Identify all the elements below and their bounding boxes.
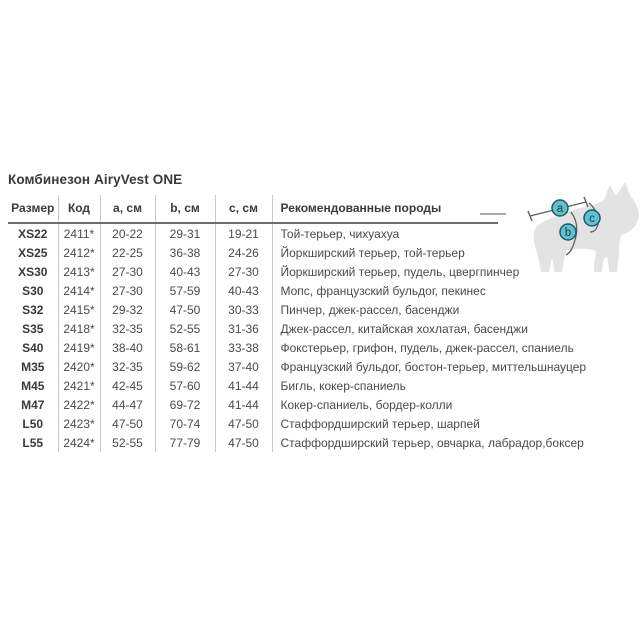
col-header-b: b, см (155, 195, 215, 223)
breeds-cell: Французский бульдог, бостон-терьер, миттельшнауцер (280, 359, 587, 374)
b-cell: 47-50 (155, 300, 215, 319)
table-row (8, 300, 498, 319)
b-cell: 58-61 (155, 338, 215, 357)
code-cell: 2422* (58, 395, 100, 414)
size-cell: XS25 (8, 243, 58, 262)
size-cell: S40 (8, 338, 58, 357)
c-cell: 41-44 (215, 395, 272, 414)
breeds-cell: Мопс, французский бульдог, пекинес (280, 283, 486, 298)
a-cell: 27-30 (100, 281, 155, 300)
col-header-a: a, см (100, 195, 155, 223)
breeds-cell: Пинчер, джек-рассел, басенджи (280, 302, 460, 317)
table-row (8, 414, 498, 433)
table-row (8, 223, 498, 243)
c-cell: 19-21 (215, 223, 272, 243)
breeds-cell: Бигль, кокер-спаниель (280, 378, 406, 393)
size-cell: M47 (8, 395, 58, 414)
c-cell: 47-50 (215, 414, 272, 433)
size-cell: XS30 (8, 262, 58, 281)
b-cell: 70-74 (155, 414, 215, 433)
size-cell: L50 (8, 414, 58, 433)
c-cell: 27-30 (215, 262, 272, 281)
table-row (8, 281, 498, 300)
size-cell: L55 (8, 433, 58, 452)
code-cell: 2412* (58, 243, 100, 262)
table-row (8, 433, 498, 452)
c-cell: 24-26 (215, 243, 272, 262)
c-cell: 30-33 (215, 300, 272, 319)
b-cell: 52-55 (155, 319, 215, 338)
marker-a-label: a (556, 203, 564, 215)
col-header-size: Размер (8, 195, 58, 223)
code-cell: 2421* (58, 376, 100, 395)
col-header-c: c, см (215, 195, 272, 223)
breeds-cell: Фокстерьер, грифон, пудель, джек-рассел, спаниель (280, 340, 574, 355)
c-cell: 37-40 (215, 357, 272, 376)
code-cell: 2415* (58, 300, 100, 319)
b-cell: 40-43 (155, 262, 215, 281)
size-cell: XS22 (8, 223, 58, 243)
table-row (8, 319, 498, 338)
table-row (8, 376, 498, 395)
table-row (8, 395, 498, 414)
size-cell: M35 (8, 357, 58, 376)
table-row (8, 357, 498, 376)
col-header-code: Код (58, 195, 100, 223)
size-cell: S35 (8, 319, 58, 338)
page-title: Комбинезон AiryVest ONE (8, 172, 183, 187)
table-row (8, 243, 498, 262)
code-cell: 2423* (58, 414, 100, 433)
table-row (8, 262, 498, 281)
c-cell: 40-43 (215, 281, 272, 300)
table-row (8, 338, 498, 357)
a-cell: 44-47 (100, 395, 155, 414)
a-cell: 52-55 (100, 433, 155, 452)
c-cell: 47-50 (215, 433, 272, 452)
c-cell: 33-38 (215, 338, 272, 357)
a-cell: 22-25 (100, 243, 155, 262)
b-cell: 77-79 (155, 433, 215, 452)
breeds-cell: Стаффордширский терьер, шарпей (280, 416, 480, 431)
code-cell: 2418* (58, 319, 100, 338)
a-cell: 47-50 (100, 414, 155, 433)
b-cell: 69-72 (155, 395, 215, 414)
b-cell: 29-31 (155, 223, 215, 243)
breeds-cell: Кокер-спаниель, бордер-колли (280, 397, 453, 412)
b-cell: 59-62 (155, 357, 215, 376)
a-cell: 29-32 (100, 300, 155, 319)
c-cell: 31-36 (215, 319, 272, 338)
breeds-cell: Джек-рассел, китайская хохлатая, басенджи (280, 321, 528, 336)
b-cell: 36-38 (155, 243, 215, 262)
dog-measurement-diagram (478, 170, 640, 310)
marker-c-label: c (589, 213, 595, 225)
code-cell: 2419* (58, 338, 100, 357)
code-cell: 2420* (58, 357, 100, 376)
a-cell: 32-35 (100, 319, 155, 338)
code-cell: 2411* (58, 223, 100, 243)
a-cell: 38-40 (100, 338, 155, 357)
col-header-breeds: Рекомендованные породы (272, 195, 498, 223)
breeds-cell: Стаффордширский терьер, овчарка, лабрадор,боксер (280, 435, 584, 450)
dog-silhouette-icon (534, 182, 639, 272)
c-cell: 41-44 (215, 376, 272, 395)
b-cell: 57-60 (155, 376, 215, 395)
breeds-cell: Йоркширский терьер, пудель, цвергпинчер (280, 264, 520, 279)
code-cell: 2414* (58, 281, 100, 300)
breeds-cell: Йоркширский терьер, той-терьер (280, 245, 465, 260)
b-cell: 57-59 (155, 281, 215, 300)
size-cell: S30 (8, 281, 58, 300)
a-cell: 20-22 (100, 223, 155, 243)
a-cell: 32-35 (100, 357, 155, 376)
marker-b-label: b (564, 227, 572, 239)
code-cell: 2424* (58, 433, 100, 452)
size-chart-table (8, 195, 587, 452)
breeds-cell: Той-терьер, чихуахуа (280, 226, 400, 241)
a-cell: 27-30 (100, 262, 155, 281)
size-cell: S32 (8, 300, 58, 319)
table-header-row (8, 195, 498, 223)
size-cell: M45 (8, 376, 58, 395)
code-cell: 2413* (58, 262, 100, 281)
a-cell: 42-45 (100, 376, 155, 395)
